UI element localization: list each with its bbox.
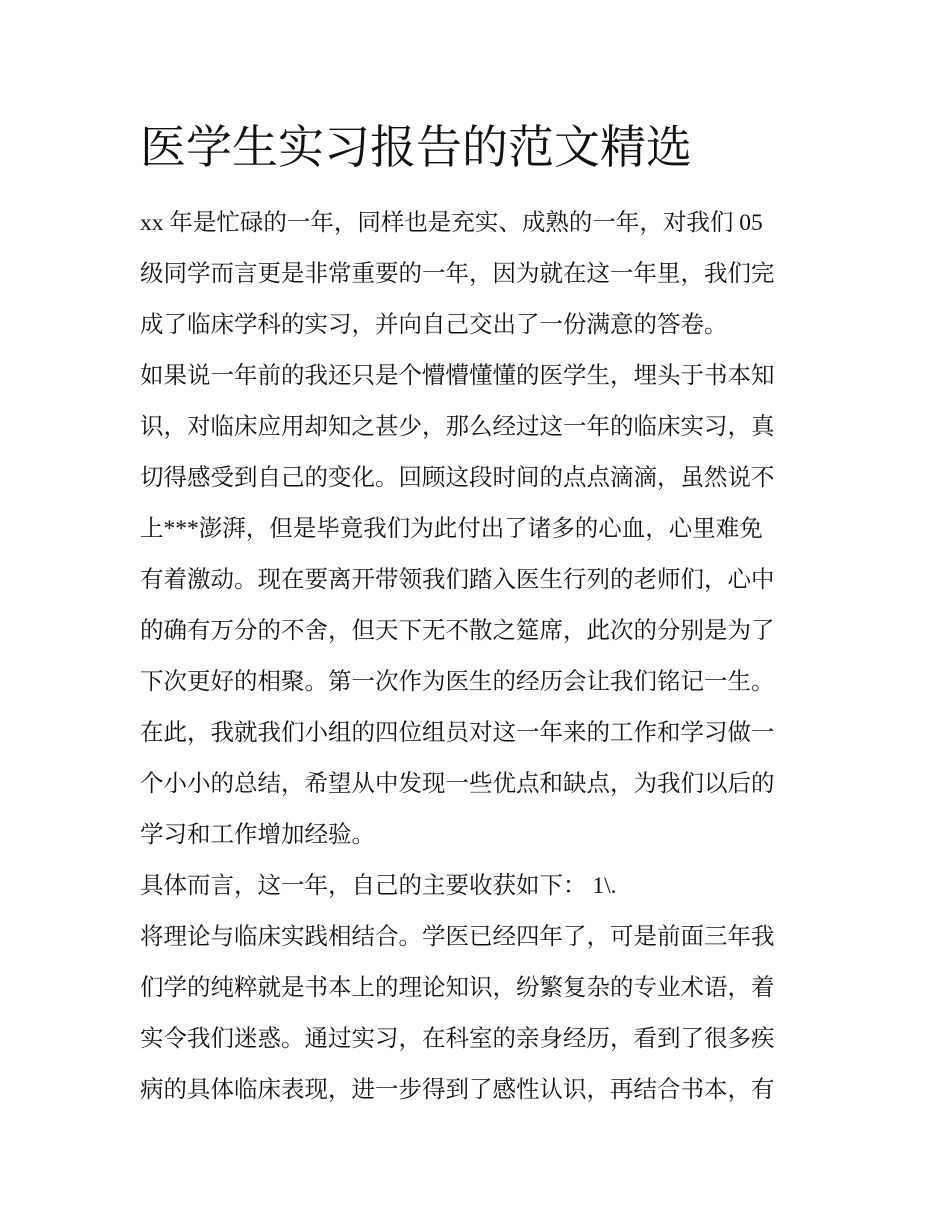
text-line: 下次更好的相聚。第一次作为医生的经历会让我们铭记一生。 (140, 669, 775, 695)
document-body (140, 198, 820, 1116)
text-line: 切得感受到自己的变化。回顾这段时间的点点滴滴，虽然说不 (140, 465, 775, 491)
text-line: 在此，我就我们小组的四位组员对这一年来的工作和学习做一 (140, 720, 775, 746)
text-line: 级同学而言更是非常重要的一年，因为就在这一年里，我们完 (140, 261, 775, 287)
text-line: xx 年是忙碌的一年，同样也是充实、成熟的一年，对我们 05 (140, 210, 763, 236)
text-line: 成了临床学科的实习，并向自己交出了一份满意的答卷。 (140, 312, 728, 338)
text-line: 如果说一年前的我还只是个懵懵懂懂的医学生，埋头于书本知 (140, 363, 775, 389)
text-line: 学习和工作增加经验。 (140, 822, 375, 848)
text-line: 上***澎湃，但是毕竟我们为此付出了诸多的心血，心里难免 (140, 516, 763, 542)
text-line: 个小小的总结，希望从中发现一些优点和缺点，为我们以后的 (140, 771, 775, 797)
text-line: 的确有万分的不舍，但天下无不散之筵席，此次的分别是为了 (140, 618, 775, 644)
text-line: 有着激动。现在要离开带领我们踏入医生行列的老师们，心中 (140, 567, 775, 593)
text-line: 识，对临床应用却知之甚少，那么经过这一年的临床实习，真 (140, 414, 775, 440)
text-line: 具体而言，这一年，自己的主要收获如下： 1\. (140, 873, 617, 899)
text-line: 将理论与临床实践相结合。学医已经四年了，可是前面三年我 (140, 924, 775, 950)
text-line: 实令我们迷惑。通过实习，在科室的亲身经历，看到了很多疾 (140, 1026, 775, 1052)
text-line: 们学的纯粹就是书本上的理论知识，纷繁复杂的专业术语，着 (140, 975, 775, 1001)
document-title: 医学生实习报告的范文精选 (140, 122, 692, 173)
text-line: 病的具体临床表现，进一步得到了感性认识，再结合书本，有 (140, 1077, 775, 1103)
